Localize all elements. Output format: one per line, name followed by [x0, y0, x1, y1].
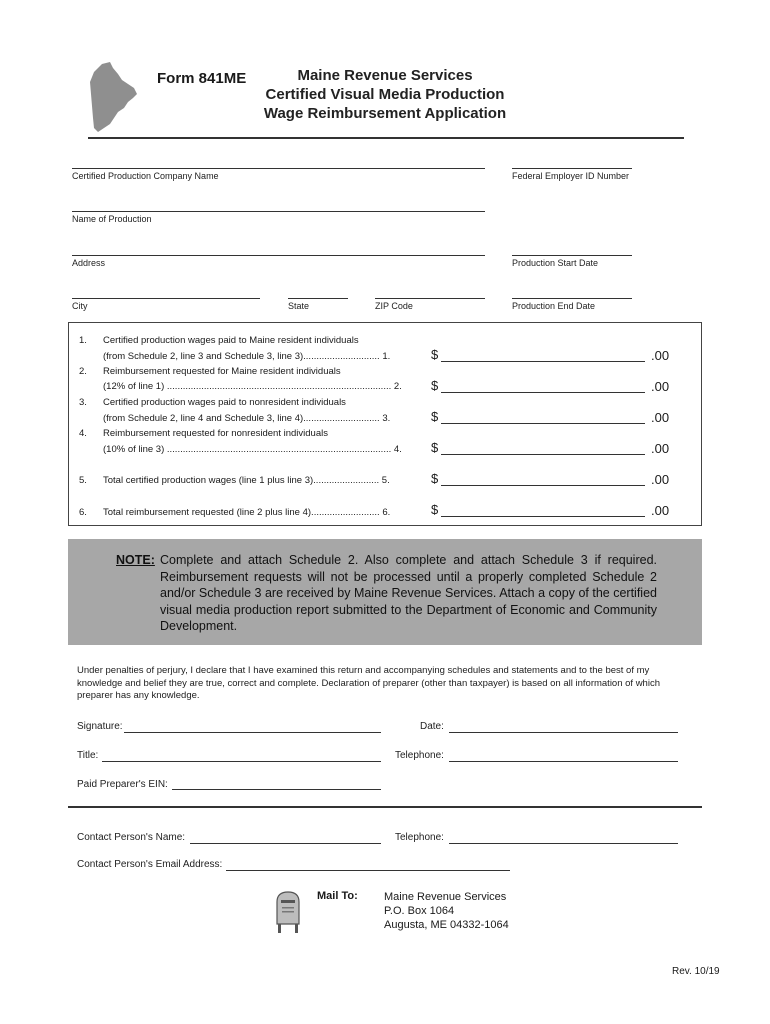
state-field[interactable] [288, 298, 348, 299]
calculation-box [68, 322, 702, 526]
title-label: Title: [77, 750, 99, 761]
company-name-field[interactable] [72, 168, 485, 169]
contact-telephone-field[interactable] [449, 843, 678, 844]
end-date-field[interactable] [512, 298, 632, 299]
contact-name-label: Contact Person's Name: [77, 832, 186, 843]
line-3-amount-field[interactable] [441, 423, 645, 424]
line-4-amount-field[interactable] [441, 454, 645, 455]
line-text: Total certified production wages (line 1 plus line 3)......................... 5. [103, 475, 390, 486]
signature-label: Signature: [77, 721, 123, 732]
title-field[interactable] [102, 761, 381, 762]
mailbox-icon [273, 890, 303, 934]
dollar-sign: $ [431, 440, 439, 455]
mail-address [384, 890, 509, 932]
preparer-ein-label: Paid Preparer's EIN: [77, 779, 168, 790]
cents: .00 [651, 348, 670, 363]
contact-telephone-label: Telephone: [395, 832, 444, 843]
note-heading: NOTE: [116, 553, 155, 567]
cents: .00 [651, 379, 670, 394]
line-1-amount-field[interactable] [441, 361, 645, 362]
line-2-amount-field[interactable] [441, 392, 645, 393]
header-rule [88, 137, 684, 139]
line-text: (12% of line 1) ..................................................................................... 2. [103, 381, 402, 392]
city-field[interactable] [72, 298, 260, 299]
line-text: (from Schedule 2, line 4 and Schedule 3, line 4)............................. 3. [103, 413, 391, 424]
mail-to-label: Mail To: [317, 890, 358, 902]
production-name-field[interactable] [72, 211, 485, 212]
dollar-sign: $ [431, 347, 439, 362]
cents: .00 [651, 410, 670, 425]
dollar-sign: $ [431, 409, 439, 424]
dollar-sign: $ [431, 378, 439, 393]
cents: .00 [651, 472, 670, 487]
line-text: Reimbursement requested for nonresident individuals [103, 428, 328, 439]
date-field[interactable] [449, 732, 678, 733]
telephone-field[interactable] [449, 761, 678, 762]
line-number: 6. [79, 507, 87, 518]
end-date-label: Production End Date [512, 301, 596, 311]
line-number: 4. [79, 428, 87, 439]
line-number: 5. [79, 475, 87, 486]
form-number: Form 841ME [157, 70, 247, 87]
line-text: Certified production wages paid to Maine resident individuals [103, 335, 359, 346]
state-label: State [288, 301, 310, 311]
note-box [68, 539, 702, 645]
line-text: (10% of line 3) ..................................................................................... 4. [103, 444, 402, 455]
signature-field[interactable] [124, 732, 381, 733]
maine-map-icon [88, 62, 138, 132]
line-number: 2. [79, 366, 87, 377]
address-label: Address [72, 258, 106, 268]
line-text: Total reimbursement requested (line 2 plus line 4).......................... 6. [103, 507, 391, 518]
line-5-amount-field[interactable] [441, 485, 645, 486]
line-text: (from Schedule 2, line 3 and Schedule 3, line 3)............................. 1. [103, 351, 391, 362]
line-text: Certified production wages paid to nonresident individuals [103, 397, 346, 408]
preparer-ein-field[interactable] [172, 789, 381, 790]
section-rule [68, 806, 702, 808]
line-number: 3. [79, 397, 87, 408]
dollar-sign: $ [431, 471, 439, 486]
city-label: City [72, 301, 88, 311]
form-title [240, 66, 530, 123]
fein-label: Federal Employer ID Number [512, 171, 630, 181]
note-body: Complete and attach Schedule 2. Also complete and attach Schedule 3 if required. Reimbursement requests will not be processed until a properly completed Schedule 2 and/or Schedule 3 are received by Maine Revenue Services. Attach a copy of the certified visual media production report submitted to the Department of Economic and Community Development. [160, 553, 657, 633]
contact-name-field[interactable] [190, 843, 381, 844]
cents: .00 [651, 441, 670, 456]
dollar-sign: $ [431, 502, 439, 517]
revision-date: Rev. 10/19 [672, 966, 720, 977]
declaration-text: Under penalties of perjury, I declare that I have examined this return and accompanying schedules and statements and to the best of my knowledge and belief they are true, correct and complete. Declaration of preparer (other than taxpayer) is based on all information of which preparer has any knowledge. [77, 665, 660, 701]
contact-email-field[interactable] [226, 870, 510, 871]
zip-field[interactable] [375, 298, 485, 299]
company-name-label: Certified Production Company Name [72, 171, 219, 181]
title-line-3: Wage Reimbursement Application [263, 105, 507, 122]
title-line-1: Maine Revenue Services [297, 67, 473, 84]
start-date-field[interactable] [512, 255, 632, 256]
zip-label: ZIP Code [375, 301, 413, 311]
address-field[interactable] [72, 255, 485, 256]
telephone-label: Telephone: [395, 750, 444, 761]
fein-field[interactable] [512, 168, 632, 169]
date-label: Date: [420, 721, 444, 732]
line-number: 1. [79, 335, 87, 346]
contact-email-label: Contact Person's Email Address: [77, 859, 223, 870]
line-text: Reimbursement requested for Maine resident individuals [103, 366, 341, 377]
address-line: P.O. Box 1064 [384, 905, 455, 917]
production-name-label: Name of Production [72, 214, 152, 224]
address-line: Augusta, ME 04332-1064 [384, 919, 509, 931]
start-date-label: Production Start Date [512, 258, 599, 268]
cents: .00 [651, 503, 670, 518]
line-6-amount-field[interactable] [441, 516, 645, 517]
address-line: Maine Revenue Services [384, 891, 507, 903]
title-line-2: Certified Visual Media Production [265, 86, 505, 103]
